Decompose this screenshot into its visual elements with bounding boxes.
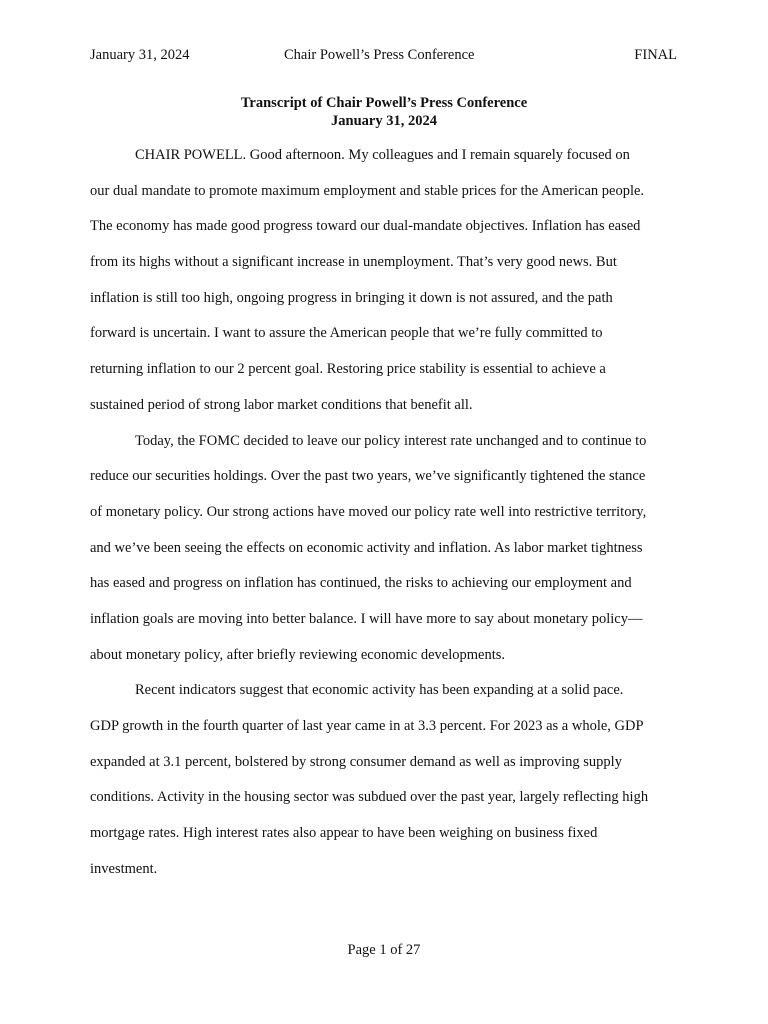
paragraph-line: our dual mandate to promote maximum employment and stable prices for the American people. [90, 182, 645, 199]
paragraph-line: CHAIR POWELL. Good afternoon. My colleagues and I remain squarely focused on [135, 147, 630, 163]
paragraph-line: Today, the FOMC decided to leave our policy interest rate unchanged and to continue to [135, 432, 647, 449]
paragraph-line: Recent indicators suggest that economic activity has been expanding at a solid pace. [135, 682, 624, 699]
paragraph-line: about monetary policy, after briefly reviewing economic developments. [90, 646, 505, 663]
header-title: Chair Powell’s Press Conference [284, 47, 475, 63]
paragraph-line: expanded at 3.1 percent, bolstered by strong consumer demand as well as improving supply [90, 753, 622, 770]
paragraph-line: reduce our securities holdings. Over the past two years, we’ve significantly tightened the stance [90, 468, 646, 485]
transcript-body [90, 145, 690, 894]
paragraph-line: GDP growth in the fourth quarter of last year came in at 3.3 percent. For 2023 as a whole, GDP [90, 718, 644, 734]
paragraph-line: returning inflation to our 2 percent goal. Restoring price stability is essential to achieve a [90, 361, 606, 378]
paragraph-line: and we’ve been seeing the effects on economic activity and inflation. As labor market tightness [90, 539, 643, 556]
paragraph-line: forward is uncertain. I want to assure the American people that we’re fully committed to [90, 325, 603, 342]
paragraph-line: of monetary policy. Our strong actions have moved our policy rate well into restrictive territory, [90, 503, 647, 520]
paragraph-line: sustained period of strong labor market conditions that benefit all. [90, 396, 473, 413]
paragraph-line: has eased and progress on inflation has continued, the risks to achieving our employment and [90, 575, 632, 592]
header-status: FINAL [634, 47, 677, 63]
paragraph-line: inflation is still too high, ongoing progress in bringing it down is not assured, and the path [90, 289, 613, 306]
header-date: January 31, 2024 [90, 47, 190, 63]
paragraph-line: conditions. Activity in the housing sector was subdued over the past year, largely reflecting high [90, 789, 649, 806]
paragraph-line: The economy has made good progress toward our dual-mandate objectives. Inflation has eased [90, 218, 641, 235]
page-number: Page 1 of 27 [347, 942, 421, 958]
paragraph-line: from its highs without a significant increase in unemployment. That’s very good news. But [90, 254, 617, 271]
running-header [90, 47, 677, 67]
paragraph-line: inflation goals are moving into better balance. I will have more to say about monetary policy— [90, 610, 643, 627]
paragraph-line: investment. [90, 860, 158, 877]
document-title-block [0, 94, 768, 130]
document-title: Transcript of Chair Powell’s Press Conference [240, 95, 528, 111]
paragraph-line: mortgage rates. High interest rates also appear to have been weighing on business fixed [90, 825, 598, 842]
document-date: January 31, 2024 [331, 113, 437, 129]
